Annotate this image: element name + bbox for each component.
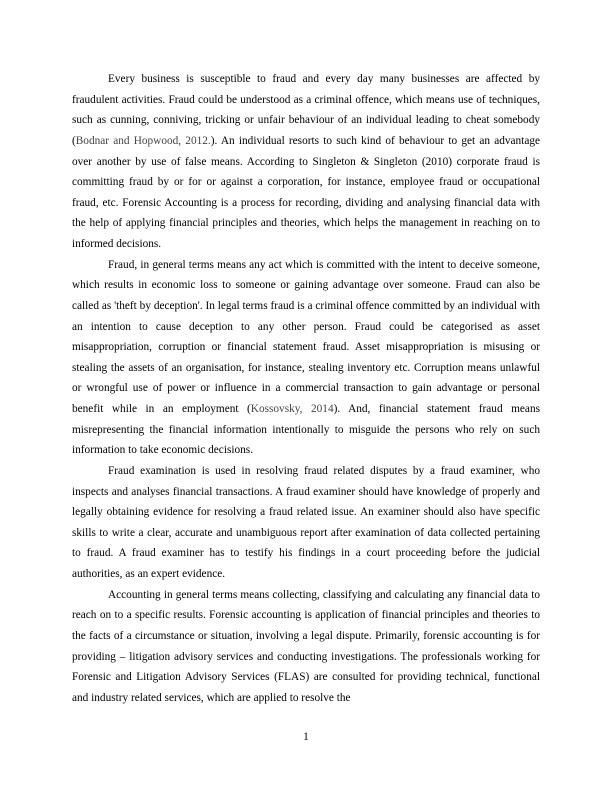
paragraph-1: [72, 69, 540, 255]
paragraph-1-text: Every business is susceptible to fraud and every day many businesses are affected by fraudulent activities. Fraud could be understood as a criminal offence, which means use of techniques, such as cunning, conniving, tricking or unfair behaviour of an individual leading to cheat somebody (: [72, 73, 540, 147]
paragraph-4: [72, 585, 540, 709]
citation-kossovsky: Kossovsky, 2014: [250, 403, 334, 415]
paragraph-2-text: Fraud, in general terms means any act which is committed with the intent to deceive someone, which results in economic loss to someone or gaining advantage over someone. Fraud can also be called as 'theft by deception'. In legal terms fraud is a criminal offence committed by an individual with an intention to cause deception to any other person. Fraud could be categorised as asset misappropriation, corruption or financial statement fraud. Asset misappropriation is misusing or stealing the assets of an organisation, for instance, stealing inventory etc. Corruption means unlawful or wrongful use of power or influence in a commercial transaction to gain advantage or personal benefit while in an employment (: [72, 258, 540, 415]
citation-bodnar-hopwood: Bodnar and Hopwood, 2012.: [75, 134, 211, 147]
paragraph-2: [72, 255, 540, 461]
body-text: [72, 69, 540, 708]
paragraph-2-text-cont: ). And, financial statement fraud means misrepresenting the financial information intentionally to misguide the persons who rely on such information to take economic decisions.: [72, 403, 540, 457]
paragraph-4-text: Accounting in general terms means collecting, classifying and calculating any financial data to reach on to a specific results. Forensic accounting is application of financial principles and theories to the facts of a circumstance or situation, involving a legal dispute. Primarily, forensic accounting is for providing – litigation advisory services and conducting investigations. The professionals working for Forensic and Litigation Advisory Services (FLAS) are consulted for providing technical, functional and industry related services, which are applied to resolve the: [72, 588, 540, 704]
page-number: 1: [303, 731, 309, 743]
paragraph-3: [72, 461, 540, 585]
paragraph-3-text: Fraud examination is used in resolving fraud related disputes by a fraud examiner, who inspects and analyses financial transactions. A fraud examiner should have knowledge of properly and legally obtaining evidence for resolving a fraud related issue. An examiner should also have specific skills to write a clear, accurate and unambiguous report after examination of data collected pertaining to fraud. A fraud examiner has to testify his findings in a court proceeding before the judicial authorities, as an expert evidence.: [72, 464, 540, 580]
paragraph-1-text-cont: ). An individual resorts to such kind of behaviour to get an advantage over another by use of false means. According to Singleton & Singleton (2010) corporate fraud is committing fraud by or for or against a corporation, for instance, employee fraud or occupational fraud, etc. Forensic Accounting is a process for recording, dividing and analysing financial data with the help of applying financial principles and theories, which helps the management in reaching on to informed decisions.: [72, 134, 540, 250]
